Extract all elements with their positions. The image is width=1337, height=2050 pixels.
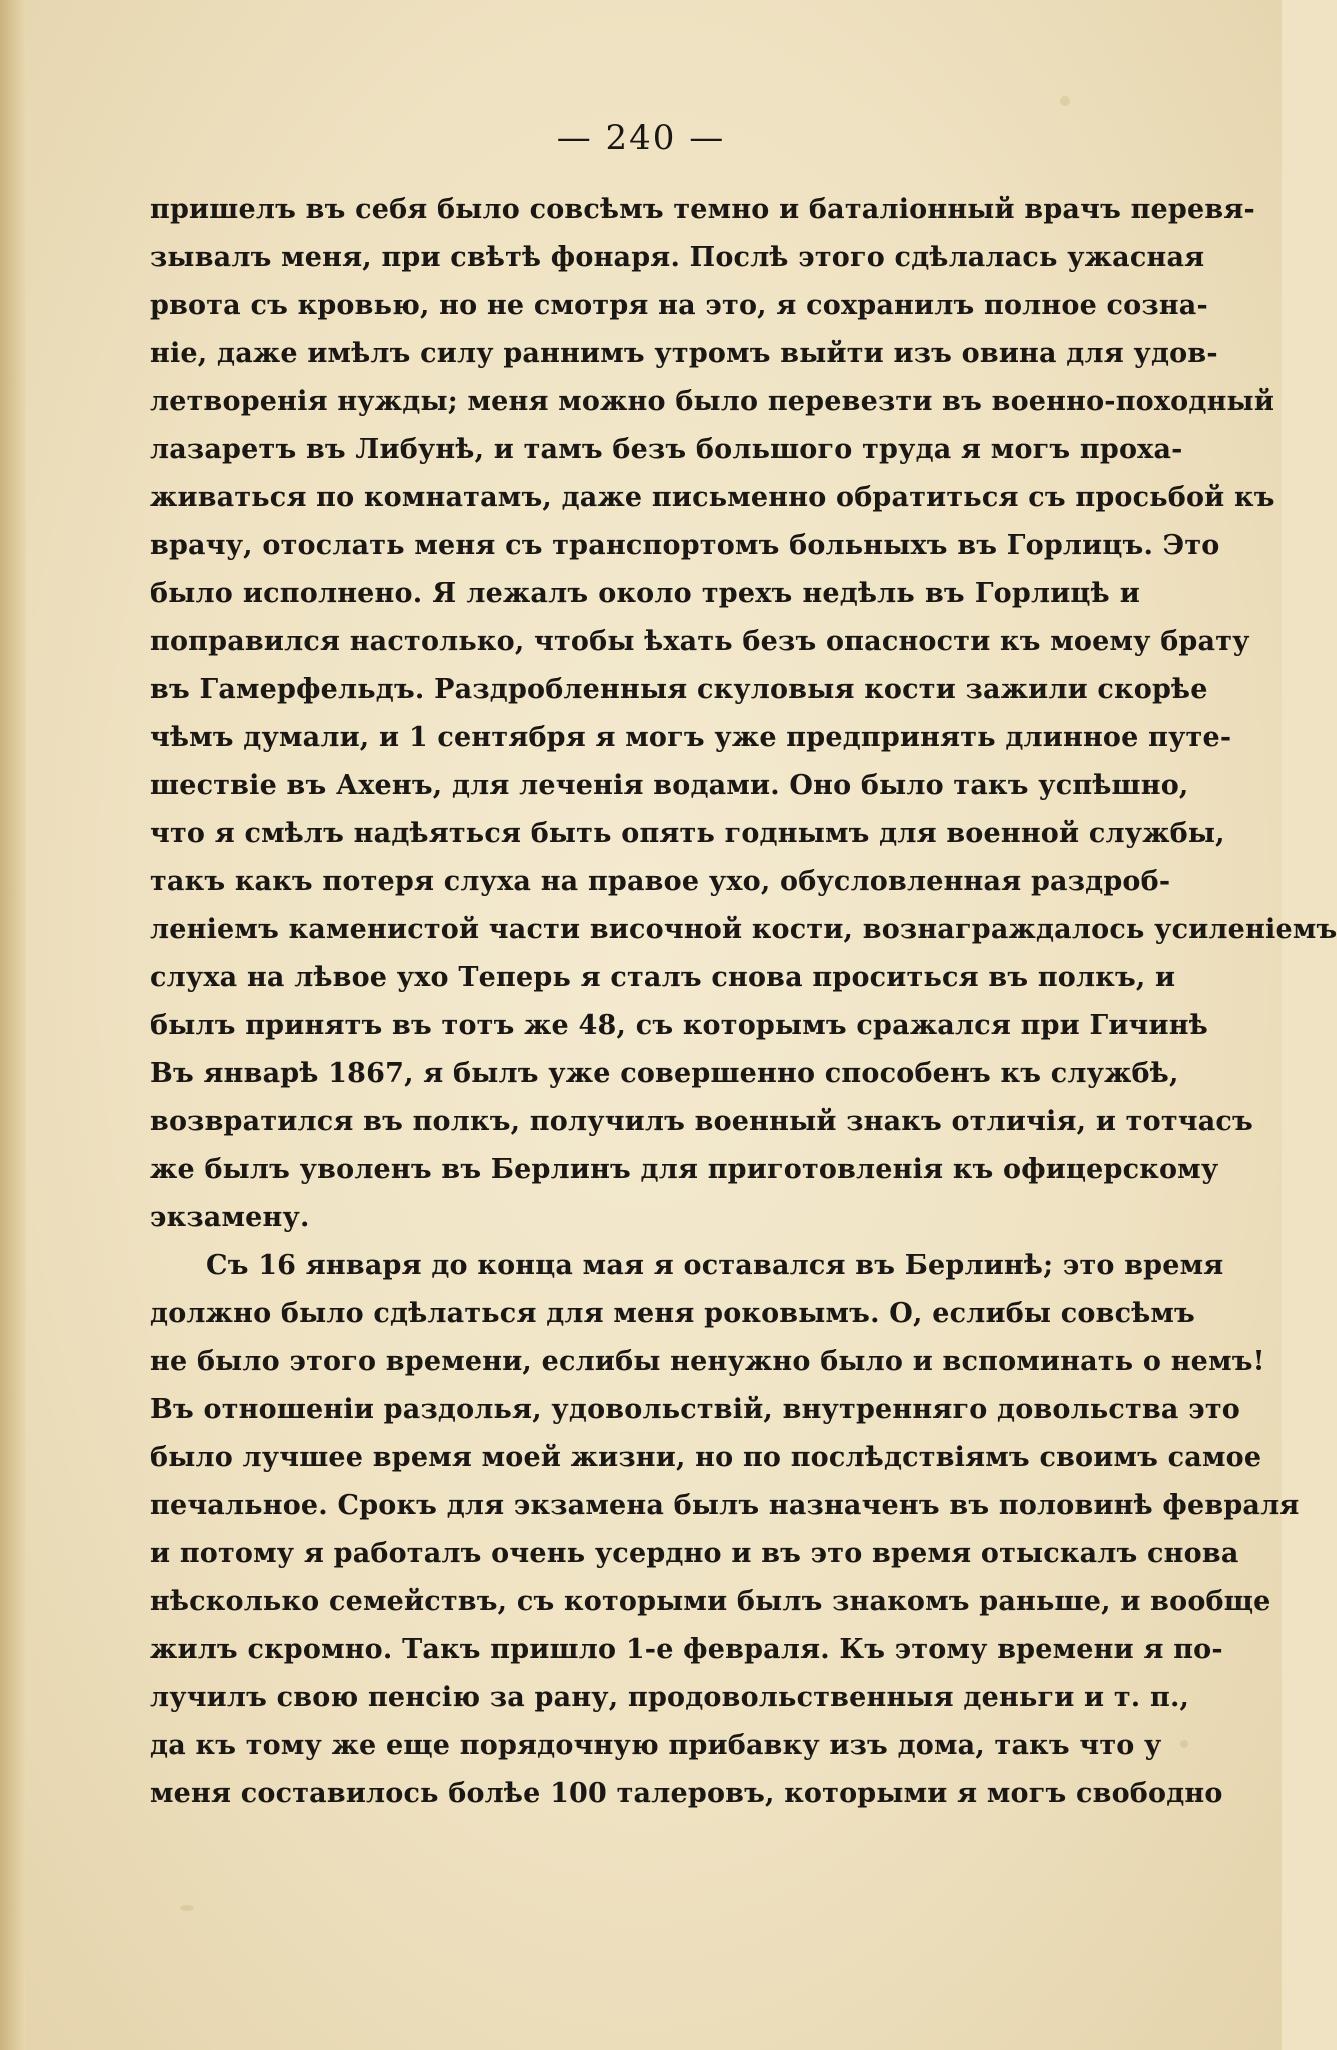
text-line: должно было сдѣлаться для меня роковымъ. О, еслибы совсѣмъ	[150, 1298, 1195, 1329]
text-line: шествіе въ Ахенъ, для леченія водами. Оно было такъ успѣшно,	[150, 770, 1189, 801]
text-line: леніемъ каменистой части височной кости, вознаграждалось усиленіемъ	[150, 914, 1337, 945]
text-line: ніе, даже имѣлъ силу раннимъ утромъ выйти изъ овина для удов-	[150, 338, 1218, 369]
text-line: и потому я работалъ очень усердно и въ это время отыскалъ снова	[150, 1538, 1239, 1569]
text-line: жилъ скромно. Такъ пришло 1-е февраля. Къ этому времени я по-	[150, 1634, 1223, 1665]
text-line: врачу, отослать меня съ транспортомъ больныхъ въ Горлицъ. Это	[150, 530, 1220, 561]
page-number: — 240 —	[556, 118, 726, 158]
text-line: было лучшее время моей жизни, но по послѣдствіямъ своимъ самое	[150, 1442, 1262, 1473]
text-line: былъ принятъ въ тотъ же 48, съ которымъ сражался при Гичинѣ	[150, 1010, 1208, 1041]
text-line: не было этого времени, еслибы ненужно было и вспоминать о немъ!	[150, 1346, 1265, 1377]
paper-stain	[180, 1905, 194, 1911]
text-line: было исполнено. Я лежалъ около трехъ недѣль въ Горлицѣ и	[150, 578, 1140, 609]
text-line: нѣсколько семействъ, съ которыми былъ знакомъ раньше, и вообще	[150, 1586, 1271, 1617]
text-line: Съ 16 января до конца мая я оставался въ Берлинѣ; это время	[206, 1250, 1224, 1281]
text-line: да къ тому же еще порядочную прибавку изъ дома, такъ что у	[150, 1730, 1162, 1761]
text-line: чѣмъ думали, и 1 сентября я могъ уже предпринять длинное путе-	[150, 722, 1232, 753]
text-line: Въ отношеніи раздолья, удовольствій, внутренняго довольства это	[150, 1394, 1240, 1425]
paper-stain	[1180, 1740, 1188, 1748]
text-line: такъ какъ потеря слуха на правое ухо, обусловленная раздроб-	[150, 866, 1171, 897]
paper-stain	[1060, 96, 1070, 106]
text-line: возвратился въ полкъ, получилъ военный знакъ отличія, и тотчасъ	[150, 1106, 1253, 1137]
text-line: лучилъ свою пенсію за рану, продовольственныя деньги и т. п.,	[150, 1682, 1190, 1713]
text-line: же былъ уволенъ въ Берлинъ для приготовленія къ офицерскому	[150, 1154, 1219, 1185]
paragraph	[150, 186, 1337, 1242]
text-line: экзамену.	[150, 1202, 310, 1233]
text-line: въ Гамерфельдъ. Раздробленныя скуловыя кости зажили скорѣе	[150, 674, 1208, 705]
text-line: меня составилось болѣе 100 талеровъ, которыми я могъ свободно	[150, 1778, 1223, 1809]
paragraph	[150, 1242, 1300, 1818]
body-text	[150, 186, 1337, 1818]
page-gutter	[0, 0, 26, 2050]
text-line: зывалъ меня, при свѣтѣ фонаря. Послѣ этого сдѣлалась ужасная	[150, 242, 1205, 273]
text-line: слуха на лѣвое ухо Теперь я сталъ снова проситься въ полкъ, и	[150, 962, 1176, 993]
text-line: поправился настолько, чтобы ѣхать безъ опасности къ моему брату	[150, 626, 1250, 657]
text-line: рвота съ кровью, но не смотря на это, я сохранилъ полное созна-	[150, 290, 1208, 321]
text-line: живаться по комнатамъ, даже письменно обратиться съ просьбой къ	[150, 482, 1275, 513]
text-line: Въ январѣ 1867, я былъ уже совершенно способенъ къ службѣ,	[150, 1058, 1179, 1089]
text-line: летворенія нужды; меня можно было перевезти въ военно-походный	[150, 386, 1275, 417]
text-line: лазаретъ въ Либунѣ, и тамъ безъ большого труда я могъ проха-	[150, 434, 1183, 465]
text-line: пришелъ въ себя было совсѣмъ темно и баталіонный врачъ перевя-	[150, 194, 1255, 225]
text-line: что я смѣлъ надѣяться быть опять годнымъ для военной службы,	[150, 818, 1225, 849]
text-line: печальное. Срокъ для экзамена былъ назначенъ въ половинѣ февраля	[150, 1490, 1300, 1521]
